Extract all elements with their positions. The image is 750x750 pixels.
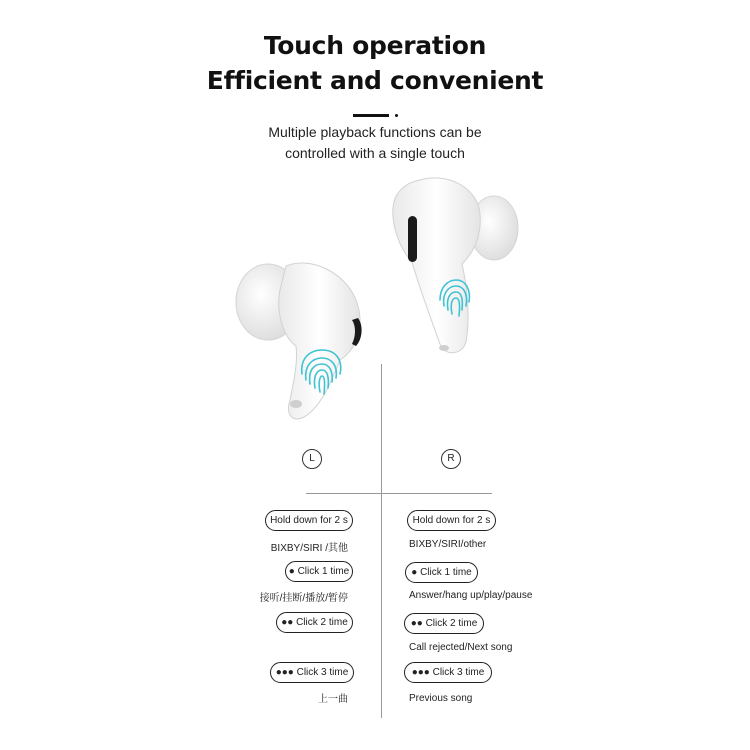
right-click3-caption: Previous song <box>409 693 473 704</box>
earbud-left-illustration <box>236 263 362 419</box>
right-click1-button: ● Click 1 time <box>405 562 478 583</box>
heading-line-2: Efficient and convenient <box>206 66 544 95</box>
center-divider-vertical <box>381 364 382 718</box>
subtitle-line-2: controlled with a single touch <box>285 145 465 161</box>
left-click3-button: ●●● Click 3 time <box>270 662 354 683</box>
right-hold-button: Hold down for 2 s <box>407 510 496 531</box>
right-click1-caption: Answer/hang up/play/pause <box>409 590 533 601</box>
right-hold-caption: BIXBY/SIRI/other <box>409 539 487 550</box>
left-click3-caption: 上一曲 <box>318 694 348 705</box>
center-divider-horizontal <box>306 493 492 494</box>
heading-line-1: Touch operation <box>263 31 487 60</box>
right-click3-button: ●●● Click 3 time <box>404 662 492 683</box>
right-click2-button: ●● Click 2 time <box>404 613 484 634</box>
left-click1-button: ● Click 1 time <box>285 561 353 582</box>
right-click2-caption: Call rejected/Next song <box>409 642 513 653</box>
side-label-left: L <box>302 449 322 469</box>
left-hold-caption: BIXBY/SIRI /其他 <box>270 543 348 554</box>
subtitle-line-1: Multiple playback functions can be <box>268 124 482 140</box>
side-label-right: R <box>441 449 461 469</box>
left-hold-button: Hold down for 2 s <box>265 510 353 531</box>
left-click2-button: ●● Click 2 time <box>276 612 353 633</box>
left-click1-caption: 接听/挂断/播放/暂停 <box>259 593 348 604</box>
earbud-right-illustration <box>393 178 518 353</box>
